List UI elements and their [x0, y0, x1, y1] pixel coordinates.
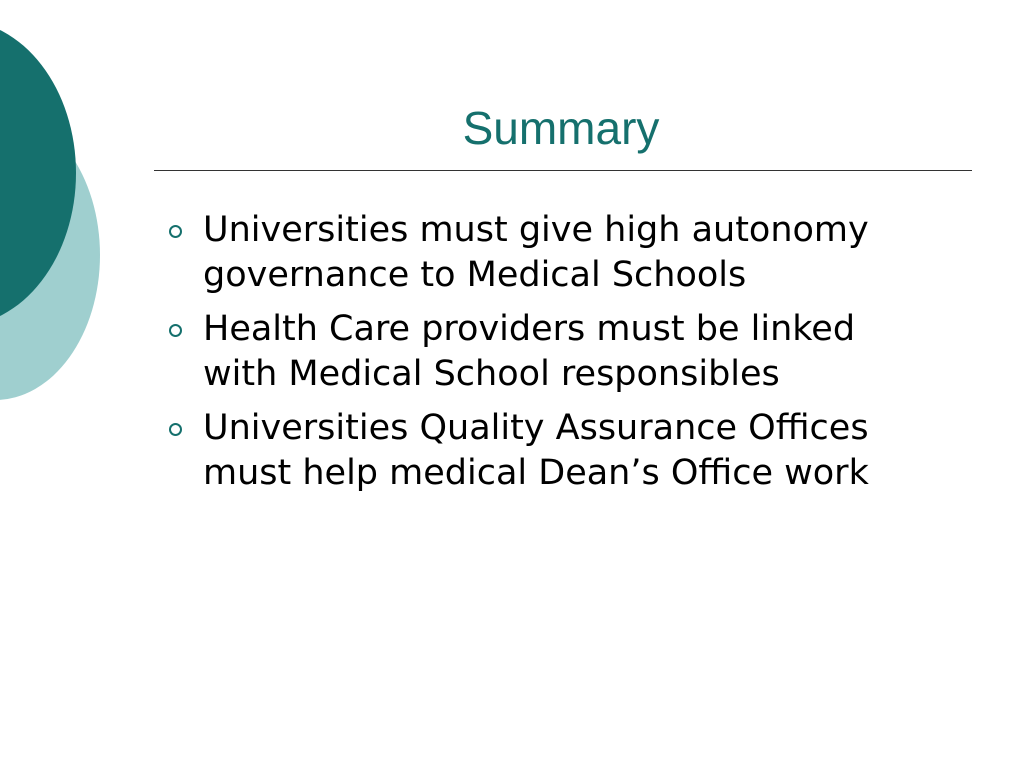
bullet-text: Universities must give high autonomy governance to Medical Schools [203, 210, 869, 295]
hollow-circle-bullet-icon [169, 324, 182, 337]
hollow-circle-bullet-icon [169, 423, 182, 436]
bullet-text: Health Care providers must be linked with Medical School responsibles [203, 309, 856, 394]
title-divider [154, 170, 972, 171]
bullet-text: Universities Quality Assurance Offices must help medical Dean’s Office work [203, 408, 869, 493]
bullet-list [160, 208, 920, 505]
slide-title: Summary [462, 102, 660, 154]
bullet-item [160, 208, 920, 298]
bullet-item [160, 406, 920, 496]
bullet-item [160, 307, 920, 397]
hollow-circle-bullet-icon [169, 225, 182, 238]
